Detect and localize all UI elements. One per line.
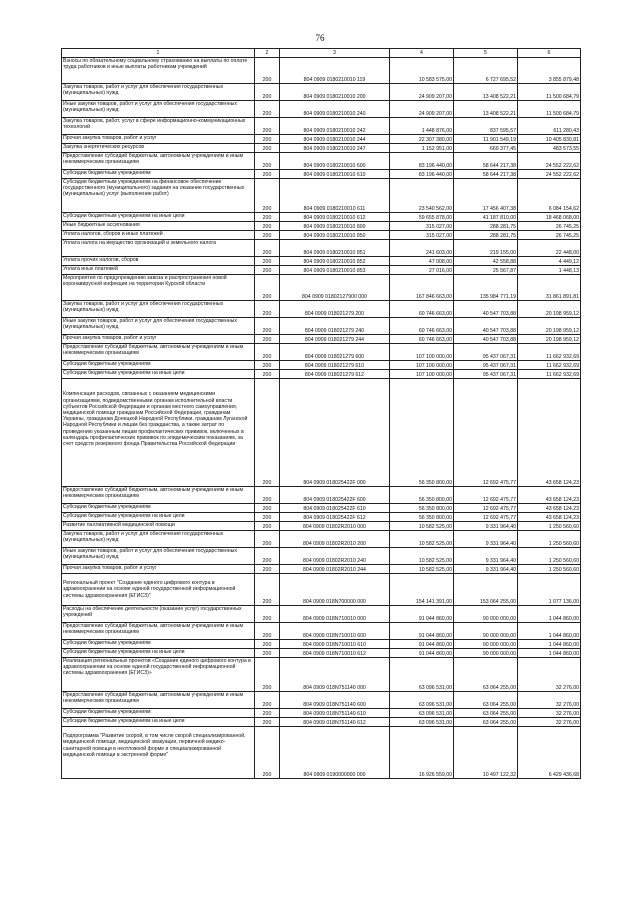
row-approved-amount: 107 100 000,00 xyxy=(390,361,454,370)
row-executed-amount: 6 727 695,52 xyxy=(454,58,518,84)
row-name: Закупка товаров, работ, услуг в сфере информационно-коммуникационных технологий xyxy=(62,118,255,135)
row-classification-code: 804 0909 018021279 200 xyxy=(280,301,390,318)
row-dir-code: 200 xyxy=(255,658,280,692)
row-unexecuted-amount: 1 044 860,00 xyxy=(518,606,581,623)
row-classification-code: 804 0909 018025422F 600 xyxy=(280,487,390,504)
row-dir-code: 200 xyxy=(255,222,280,231)
row-name: Субсидии бюджетным учреждениям на иные цели xyxy=(62,213,255,222)
row-name: Закупка товаров, работ и услуг для обеспечения государственных (муниципальных) нужд xyxy=(62,301,255,318)
table-row xyxy=(62,231,581,240)
row-executed-amount: 40 547 703,88 xyxy=(454,335,518,344)
row-classification-code: 804 0909 01802R2010 240 xyxy=(280,548,390,565)
row-unexecuted-amount: 32 276,00 xyxy=(518,718,581,727)
row-name: Прочая закупка товаров, работ и услуг xyxy=(62,135,255,144)
row-approved-amount: 60 746 663,00 xyxy=(390,301,454,318)
row-approved-amount: 16 926 559,00 xyxy=(390,727,454,779)
row-unexecuted-amount: 11 500 684,79 xyxy=(518,84,581,101)
row-name: Субсидии бюджетным учреждениям xyxy=(62,361,255,370)
row-name: Взносы по обязательному социальному страхованию на выплаты по оплате труда работников и иные выплаты работникам учреждений xyxy=(62,58,255,84)
row-name: Предоставление субсидий бюджетным, автономным учреждениям и иным некоммерческим организациям xyxy=(62,153,255,170)
table-row xyxy=(62,179,581,213)
row-approved-amount: 1 448 876,00 xyxy=(390,118,454,135)
row-name: Иные закупки товаров, работ и услуг для обеспечения государственных (муниципальных) нужд xyxy=(62,101,255,118)
table-header-row xyxy=(62,49,581,58)
row-dir-code: 200 xyxy=(255,344,280,361)
row-name-line: Региональный проект "Создание единого цифрового контура в здравоохранении на основе единой государственной информационной системы здравоохранения (ЕГИСЗ)" xyxy=(63,580,236,599)
row-unexecuted-amount: 1 250 560,60 xyxy=(518,565,581,574)
row-name: Закупка товаров, работ и услуг для обеспечения государственных (муниципальных) нужд xyxy=(62,84,255,101)
table-row xyxy=(62,658,581,692)
table-row xyxy=(62,649,581,658)
row-executed-amount: 58 644 217,38 xyxy=(454,170,518,179)
row-executed-amount: 90 000 000,00 xyxy=(454,649,518,658)
row-name: Закупка энергетических ресурсов xyxy=(62,144,255,153)
row-executed-amount: 95 437 067,31 xyxy=(454,344,518,361)
row-classification-code: 804 0909 0180210010 119 xyxy=(280,58,390,84)
table-row xyxy=(62,84,581,101)
row-executed-amount: 12 692 475,77 xyxy=(454,504,518,513)
row-executed-amount: 90 000 000,00 xyxy=(454,640,518,649)
table-row xyxy=(62,361,581,370)
row-executed-amount: 42 558,88 xyxy=(454,257,518,266)
row-approved-amount: 63 096 531,00 xyxy=(390,658,454,692)
row-dir-code: 200 xyxy=(255,640,280,649)
row-dir-code: 200 xyxy=(255,335,280,344)
row-name: Реализация региональных проектов «Создание единого цифрового контура в здравоохранении на основе единой государственной информационной системы здравоохранения (ЕГИСЗ)» xyxy=(62,658,255,692)
row-classification-code: 804 0909 0180210010 244 xyxy=(280,135,390,144)
row-approved-amount: 10 582 525,00 xyxy=(390,531,454,548)
row-unexecuted-amount: 10 405 830,81 xyxy=(518,135,581,144)
row-approved-amount: 91 044 860,00 xyxy=(390,606,454,623)
row-unexecuted-amount: 1 044 860,00 xyxy=(518,623,581,640)
table-body xyxy=(62,49,581,779)
column-header: 3 xyxy=(280,49,390,58)
row-unexecuted-amount: 43 658 124,23 xyxy=(518,487,581,504)
row-approved-amount: 83 196 440,00 xyxy=(390,153,454,170)
row-approved-amount: 315 027,00 xyxy=(390,222,454,231)
row-approved-amount: 91 044 860,00 xyxy=(390,623,454,640)
table-row xyxy=(62,640,581,649)
table-row xyxy=(62,692,581,709)
row-classification-code: 804 0909 0180210010 853 xyxy=(280,266,390,275)
row-classification-code: 804 0909 0180210010 611 xyxy=(280,179,390,213)
row-name: Прочая закупка товаров, работ и услуг xyxy=(62,565,255,574)
row-classification-code: 804 0909 018N700000 000 xyxy=(280,574,390,606)
row-classification-code: 804 0909 01802127900 000 xyxy=(280,275,390,301)
row-dir-code: 200 xyxy=(255,606,280,623)
row-approved-amount: 315 027,00 xyxy=(390,231,454,240)
row-approved-amount: 154 141 391,00 xyxy=(390,574,454,606)
row-unexecuted-amount: 31 861 891,81 xyxy=(518,275,581,301)
table-row xyxy=(62,574,581,606)
column-header: 6 xyxy=(518,49,581,58)
row-name: Расходы на обеспечение деятельности (оказание услуг) государственных учреждений xyxy=(62,606,255,623)
row-executed-amount: 10 497 122,32 xyxy=(454,727,518,779)
row-unexecuted-amount: 1 250 560,60 xyxy=(518,531,581,548)
row-classification-code: 804 0909 018N751140 000 xyxy=(280,658,390,692)
row-approved-amount: 107 100 000,00 xyxy=(390,344,454,361)
row-unexecuted-amount: 6 429 436,68 xyxy=(518,727,581,779)
row-name: Предоставление субсидий бюджетным, автономным учреждениям и иным некоммерческим организациям xyxy=(62,344,255,361)
row-approved-amount: 47 008,00 xyxy=(390,257,454,266)
row-executed-amount: 9 331 964,40 xyxy=(454,522,518,531)
row-executed-amount: 40 547 703,88 xyxy=(454,318,518,335)
row-unexecuted-amount: 32 276,00 xyxy=(518,709,581,718)
row-classification-code: 804 0909 018021279 610 xyxy=(280,361,390,370)
row-unexecuted-amount: 11 662 932,69 xyxy=(518,370,581,379)
row-unexecuted-amount: 1 077 136,00 xyxy=(518,574,581,606)
table-row xyxy=(62,318,581,335)
row-dir-code: 200 xyxy=(255,513,280,522)
row-executed-amount: 669 377,45 xyxy=(454,144,518,153)
table-row xyxy=(62,344,581,361)
row-executed-amount: 63 064 255,00 xyxy=(454,709,518,718)
table-row xyxy=(62,213,581,222)
row-name: Предоставление субсидий бюджетным, автономным учреждениям и иным некоммерческим организациям xyxy=(62,487,255,504)
row-dir-code: 200 xyxy=(255,522,280,531)
row-name: Субсидии бюджетным учреждениям на финансовое обеспечение государственного (муниципального) задания на оказание государственных (муниципальных) услуг (выполнение работ) xyxy=(62,179,255,213)
row-unexecuted-amount: 11 662 932,69 xyxy=(518,361,581,370)
table-row xyxy=(62,513,581,522)
row-dir-code: 200 xyxy=(255,240,280,257)
row-classification-code: 804 0909 018N751140 600 xyxy=(280,692,390,709)
row-approved-amount: 167 846 663,00 xyxy=(390,275,454,301)
row-dir-code: 200 xyxy=(255,361,280,370)
row-dir-code: 200 xyxy=(255,118,280,135)
row-dir-code: 200 xyxy=(255,318,280,335)
row-name: Субсидии бюджетным учреждениям xyxy=(62,504,255,513)
row-unexecuted-amount: 43 658 124,23 xyxy=(518,504,581,513)
row-dir-code: 200 xyxy=(255,531,280,548)
table-row xyxy=(62,727,581,779)
row-executed-amount: 90 000 000,00 xyxy=(454,623,518,640)
row-dir-code: 200 xyxy=(255,275,280,301)
table-row xyxy=(62,623,581,640)
row-name-line: Компенсация расходов, связанных с оказанием медицинскими организациями, подведомственными органам исполнительной власти субъектов Российской Федерации и органам местного самоуправления, медицинской помощи гражданам Российской Федерации, гражданам Украины, гражданам Донецкой Народной Республики, гражданам Луганской Народной Республики и лицам без гражданства, а также затрат по проведению указанным лицам профилактических прививок, включенных в календарь профилактических прививок по эпидемическим показаниям, за счет средств резервного фонда Правительства Российской Федерации xyxy=(63,391,248,448)
row-classification-code: 804 0909 018021279 612 xyxy=(280,370,390,379)
row-approved-amount: 91 044 860,00 xyxy=(390,649,454,658)
row-dir-code: 200 xyxy=(255,574,280,606)
row-executed-amount: 9 331 964,40 xyxy=(454,565,518,574)
row-executed-amount: 95 437 067,31 xyxy=(454,361,518,370)
row-classification-code: 804 0909 0190000000 000 xyxy=(280,727,390,779)
column-header: 1 xyxy=(62,49,255,58)
table-row xyxy=(62,135,581,144)
row-dir-code: 200 xyxy=(255,548,280,565)
row-dir-code: 200 xyxy=(255,727,280,779)
row-executed-amount: 135 984 771,19 xyxy=(454,275,518,301)
row-classification-code: 804 0909 0180210010 240 xyxy=(280,101,390,118)
row-classification-code: 804 0909 0180210010 247 xyxy=(280,144,390,153)
row-approved-amount: 56 350 800,00 xyxy=(390,379,454,487)
row-classification-code: 804 0909 0180210010 850 xyxy=(280,231,390,240)
row-classification-code: 804 0909 0180210010 612 xyxy=(280,213,390,222)
row-dir-code: 200 xyxy=(255,153,280,170)
row-dir-code: 200 xyxy=(255,487,280,504)
row-classification-code: 804 0909 0180210010 600 xyxy=(280,153,390,170)
row-dir-code: 200 xyxy=(255,718,280,727)
row-classification-code: 804 0909 018025422F 612 xyxy=(280,513,390,522)
row-approved-amount: 83 196 440,00 xyxy=(390,170,454,179)
row-executed-amount: 58 644 217,38 xyxy=(454,153,518,170)
row-dir-code: 200 xyxy=(255,213,280,222)
row-unexecuted-amount: 1 044 860,00 xyxy=(518,640,581,649)
row-executed-amount: 9 331 964,40 xyxy=(454,531,518,548)
row-name: Закупка товаров, работ и услуг для обеспечения государственных (муниципальных) нужд xyxy=(62,531,255,548)
row-executed-amount: 63 064 255,00 xyxy=(454,718,518,727)
table-row xyxy=(62,370,581,379)
row-dir-code: 200 xyxy=(255,301,280,318)
row-classification-code: 804 0909 018025422F 610 xyxy=(280,504,390,513)
row-name: Иные закупки товаров, работ и услуг для обеспечения государственных (муниципальных) нужд xyxy=(62,318,255,335)
row-unexecuted-amount: 22 448,00 xyxy=(518,240,581,257)
row-approved-amount: 56 350 800,00 xyxy=(390,487,454,504)
row-classification-code: 804 0909 0180210010 200 xyxy=(280,84,390,101)
row-dir-code: 200 xyxy=(255,565,280,574)
row-unexecuted-amount: 1 250 560,60 xyxy=(518,522,581,531)
row-executed-amount: 41 187 810,00 xyxy=(454,213,518,222)
row-name: Иные закупки товаров, работ и услуг для обеспечения государственных (муниципальных) нужд xyxy=(62,548,255,565)
row-name-line: Подпрограмма "Развитие скорой, в том числе скорой специализированной, медицинской помощи, медицинской эвакуации, первичной медико-санитарной помощи в неотложной форме и специализированной медицинской помощи в экстренной форме" xyxy=(63,733,246,758)
row-unexecuted-amount: 43 658 124,23 xyxy=(518,379,581,487)
table-row xyxy=(62,58,581,84)
table-row xyxy=(62,118,581,135)
row-approved-amount: 56 350 800,00 xyxy=(390,513,454,522)
column-header: 5 xyxy=(454,49,518,58)
row-approved-amount: 91 044 860,00 xyxy=(390,640,454,649)
row-dir-code: 200 xyxy=(255,623,280,640)
row-dir-code: 200 xyxy=(255,135,280,144)
row-executed-amount: 63 064 255,00 xyxy=(454,658,518,692)
row-approved-amount: 56 350 800,00 xyxy=(390,504,454,513)
row-unexecuted-amount: 1 448,13 xyxy=(518,266,581,275)
row-unexecuted-amount: 483 573,55 xyxy=(518,144,581,153)
row-unexecuted-amount: 32 276,00 xyxy=(518,692,581,709)
row-classification-code: 804 0909 018N751140 610 xyxy=(280,709,390,718)
row-name: Субсидии бюджетным учреждениям на иные цели xyxy=(62,370,255,379)
row-approved-amount: 63 096 531,00 xyxy=(390,718,454,727)
row-classification-code: 804 0909 018021279 600 xyxy=(280,344,390,361)
row-executed-amount: 25 567,87 xyxy=(454,266,518,275)
table-row xyxy=(62,101,581,118)
row-unexecuted-amount: 20 198 959,12 xyxy=(518,301,581,318)
table-row xyxy=(62,240,581,257)
column-header: 2 xyxy=(255,49,280,58)
row-classification-code: 804 0909 0180210010 610 xyxy=(280,170,390,179)
table-row xyxy=(62,153,581,170)
row-dir-code: 200 xyxy=(255,170,280,179)
row-dir-code: 200 xyxy=(255,101,280,118)
row-classification-code: 804 0909 018021279 240 xyxy=(280,318,390,335)
table-row xyxy=(62,379,581,487)
row-executed-amount: 11 901 549,19 xyxy=(454,135,518,144)
row-approved-amount: 63 096 531,00 xyxy=(390,709,454,718)
row-name: Уплата прочих налогов, сборов xyxy=(62,257,255,266)
row-unexecuted-amount: 26 745,25 xyxy=(518,231,581,240)
table-row xyxy=(62,548,581,565)
row-executed-amount: 12 692 475,77 xyxy=(454,487,518,504)
row-executed-amount: 219 155,00 xyxy=(454,240,518,257)
table-row xyxy=(62,709,581,718)
row-unexecuted-amount: 6 084 154,62 xyxy=(518,179,581,213)
row-approved-amount: 1 152 951,00 xyxy=(390,144,454,153)
row-name: Прочая закупка товаров, работ и услуг xyxy=(62,335,255,344)
row-name: Субсидии бюджетным учреждениям xyxy=(62,709,255,718)
row-classification-code: 804 0909 0180210010 800 xyxy=(280,222,390,231)
row-approved-amount: 24 909 207,00 xyxy=(390,101,454,118)
row-classification-code: 804 0909 01802R2010 244 xyxy=(280,565,390,574)
row-executed-amount: 12 692 475,77 xyxy=(454,379,518,487)
table-row xyxy=(62,257,581,266)
row-executed-amount: 13 408 522,21 xyxy=(454,84,518,101)
row-name: Субсидии бюджетным учреждениям xyxy=(62,170,255,179)
row-approved-amount: 10 582 525,00 xyxy=(390,522,454,531)
row-dir-code: 200 xyxy=(255,144,280,153)
row-executed-amount: 12 692 475,77 xyxy=(454,513,518,522)
column-header: 4 xyxy=(390,49,454,58)
row-classification-code: 804 0909 018N710010 600 xyxy=(280,623,390,640)
row-unexecuted-amount: 26 745,25 xyxy=(518,222,581,231)
row-executed-amount: 17 456 407,38 xyxy=(454,179,518,213)
row-executed-amount: 837 595,57 xyxy=(454,118,518,135)
row-unexecuted-amount: 4 449,12 xyxy=(518,257,581,266)
row-dir-code: 200 xyxy=(255,257,280,266)
row-approved-amount: 63 096 531,00 xyxy=(390,692,454,709)
row-unexecuted-amount: 11 500 684,79 xyxy=(518,101,581,118)
row-approved-amount: 10 583 575,00 xyxy=(390,58,454,84)
row-dir-code: 200 xyxy=(255,179,280,213)
row-unexecuted-amount: 3 855 879,48 xyxy=(518,58,581,84)
row-executed-amount: 288 281,75 xyxy=(454,231,518,240)
row-name: Субсидии бюджетным учреждениям на иные цели xyxy=(62,513,255,522)
row-approved-amount: 23 540 562,00 xyxy=(390,179,454,213)
table-row xyxy=(62,487,581,504)
row-classification-code: 804 0909 018021279 244 xyxy=(280,335,390,344)
row-unexecuted-amount: 20 198 959,12 xyxy=(518,318,581,335)
row-approved-amount: 24 909 207,00 xyxy=(390,84,454,101)
row-name: Субсидии бюджетным учреждениям на иные цели xyxy=(62,649,255,658)
row-classification-code: 804 0909 0180210010 242 xyxy=(280,118,390,135)
row-classification-code: 804 0909 0180210010 852 xyxy=(280,257,390,266)
row-unexecuted-amount: 611 280,43 xyxy=(518,118,581,135)
table-row xyxy=(62,266,581,275)
row-approved-amount: 107 100 000,00 xyxy=(390,370,454,379)
row-dir-code: 200 xyxy=(255,231,280,240)
row-unexecuted-amount: 20 198 959,12 xyxy=(518,335,581,344)
row-approved-amount: 241 603,00 xyxy=(390,240,454,257)
row-name: Субсидии бюджетным учреждениям на иные цели xyxy=(62,718,255,727)
row-approved-amount: 10 582 525,00 xyxy=(390,548,454,565)
row-dir-code: 200 xyxy=(255,692,280,709)
table-row xyxy=(62,606,581,623)
row-unexecuted-amount: 24 552 222,62 xyxy=(518,153,581,170)
row-dir-code: 200 xyxy=(255,709,280,718)
row-name xyxy=(62,379,255,487)
row-dir-code: 200 xyxy=(255,84,280,101)
row-name xyxy=(62,727,255,779)
row-executed-amount: 95 437 067,31 xyxy=(454,370,518,379)
row-dir-code: 200 xyxy=(255,379,280,487)
table-row xyxy=(62,275,581,301)
table-row xyxy=(62,144,581,153)
row-approved-amount: 10 582 525,00 xyxy=(390,565,454,574)
row-classification-code: 804 0909 0180210010 851 xyxy=(280,240,390,257)
row-approved-amount: 59 655 878,00 xyxy=(390,213,454,222)
row-name: Мероприятия по предупреждению завоза и распространения новой коронавирусной инфекции на территории Курской области xyxy=(62,275,255,301)
row-executed-amount: 9 331 964,40 xyxy=(454,548,518,565)
row-unexecuted-amount: 1 250 560,60 xyxy=(518,548,581,565)
table-row xyxy=(62,335,581,344)
budget-execution-table xyxy=(61,48,581,779)
row-classification-code: 804 0909 01802R2010 000 xyxy=(280,522,390,531)
row-executed-amount: 288 281,75 xyxy=(454,222,518,231)
row-dir-code: 200 xyxy=(255,58,280,84)
row-unexecuted-amount: 32 276,00 xyxy=(518,658,581,692)
table-row xyxy=(62,522,581,531)
row-dir-code: 200 xyxy=(255,649,280,658)
row-unexecuted-amount: 18 468 068,00 xyxy=(518,213,581,222)
row-name: Развитие паллиативной медицинской помощи xyxy=(62,522,255,531)
row-unexecuted-amount: 11 662 932,69 xyxy=(518,344,581,361)
table-row xyxy=(62,504,581,513)
table-row xyxy=(62,170,581,179)
table-row xyxy=(62,718,581,727)
row-approved-amount: 27 016,00 xyxy=(390,266,454,275)
row-name: Уплата иных платежей xyxy=(62,266,255,275)
row-name: Предоставление субсидий бюджетным, автономным учреждениям и иным некоммерческим организациям xyxy=(62,623,255,640)
row-executed-amount: 63 064 255,00 xyxy=(454,692,518,709)
page-number: 76 xyxy=(315,33,325,43)
row-approved-amount: 22 307 380,00 xyxy=(390,135,454,144)
table-row xyxy=(62,531,581,548)
row-dir-code: 200 xyxy=(255,370,280,379)
row-name: Уплата налога на имущество организаций и земельного налога xyxy=(62,240,255,257)
row-name: Уплата налогов, сборов и иных платежей xyxy=(62,231,255,240)
row-classification-code: 804 0909 018N751140 612 xyxy=(280,718,390,727)
row-unexecuted-amount: 24 552 222,62 xyxy=(518,170,581,179)
table-row xyxy=(62,301,581,318)
row-executed-amount: 90 000 000,00 xyxy=(454,606,518,623)
table-row xyxy=(62,222,581,231)
row-name: Иные бюджетные ассигнования xyxy=(62,222,255,231)
row-classification-code: 804 0909 01802R2010 200 xyxy=(280,531,390,548)
row-classification-code: 804 0909 018025422F 000 xyxy=(280,379,390,487)
row-name: Предоставление субсидий бюджетным, автономным учреждениям и иным некоммерческим организациям xyxy=(62,692,255,709)
row-executed-amount: 13 408 522,21 xyxy=(454,101,518,118)
row-unexecuted-amount: 1 044 860,00 xyxy=(518,649,581,658)
row-classification-code: 804 0909 018N710010 610 xyxy=(280,640,390,649)
table-row xyxy=(62,565,581,574)
row-name: Субсидии бюджетным учреждениям xyxy=(62,640,255,649)
row-approved-amount: 60 746 663,00 xyxy=(390,335,454,344)
row-executed-amount: 153 064 255,00 xyxy=(454,574,518,606)
row-classification-code: 804 0909 018N710010 612 xyxy=(280,649,390,658)
row-unexecuted-amount: 43 658 124,23 xyxy=(518,513,581,522)
row-executed-amount: 40 547 703,88 xyxy=(454,301,518,318)
row-classification-code: 804 0909 018N710010 000 xyxy=(280,606,390,623)
row-dir-code: 200 xyxy=(255,266,280,275)
row-dir-code: 200 xyxy=(255,504,280,513)
row-approved-amount: 60 746 663,00 xyxy=(390,318,454,335)
row-name xyxy=(62,574,255,606)
